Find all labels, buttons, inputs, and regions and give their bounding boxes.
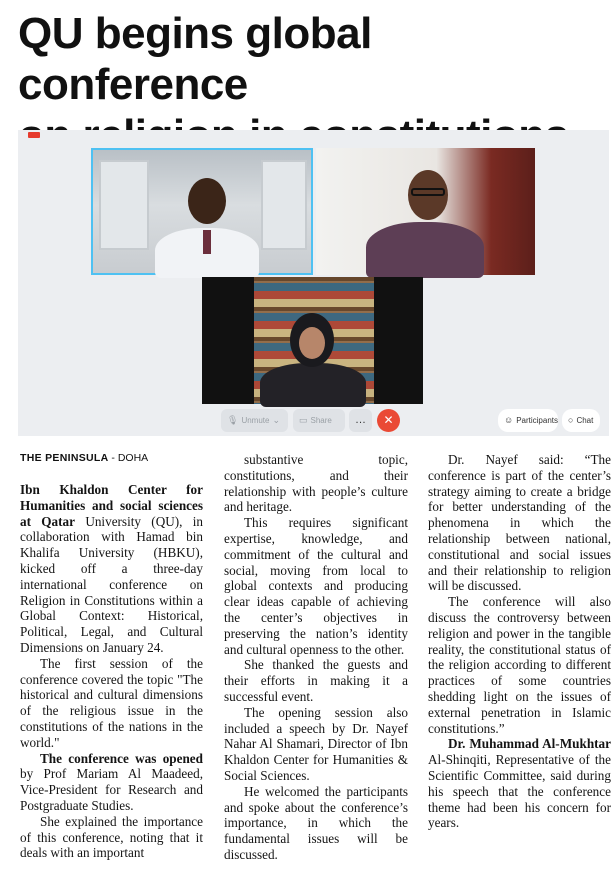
headline-line-1: QU begins global conference <box>18 9 372 109</box>
paragraph-text: This requires significant expertise, knowledge, and commitment of the cultural and social, moving from local to global contexts and producing clear ideas capable of achieving the center’s objectives in preserving the nation’s identity and cultural openness to the other. <box>224 515 408 657</box>
participant-face <box>299 327 325 359</box>
byline-source: THE PENINSULA <box>20 452 109 464</box>
live-badge <box>28 132 40 138</box>
paragraph-text: He welcomed the participants and spoke about the conference’s importance, in which the fundamental issues will be discussed. <box>224 783 408 862</box>
paragraph-text: by Prof Mariam Al Maadeed, Vice-President for Research and Postgraduate Studies. <box>20 766 203 813</box>
chat-label: Chat <box>576 416 594 425</box>
participant-body <box>260 363 366 407</box>
participant-glasses <box>411 188 445 196</box>
video-tile-ahmed-abushouk <box>91 148 313 275</box>
chat-button[interactable] <box>562 409 600 432</box>
paragraph-text: She thanked the guests and their efforts in making it a successful event. <box>224 657 408 704</box>
participants-button[interactable] <box>498 409 558 432</box>
participant-head <box>188 178 226 224</box>
article-column-3 <box>428 452 611 831</box>
paragraph-lead: Dr. Muhammad Al-Mukhtar <box>448 736 611 752</box>
participant-body <box>366 222 484 278</box>
article-paragraph <box>20 656 203 751</box>
chevron-down-icon[interactable]: ⌄ <box>272 415 280 425</box>
article-paragraph <box>20 814 203 861</box>
byline-separator: - <box>108 452 118 464</box>
paragraph-text: University (QU), in collaboration with Hamad bin Khalifa University (HBKU), kicked off a three-day international conference on Religion in Constitutions within a Global Context: Historical, Political, Legal, and Cultural Dimensions on January 24. <box>20 513 203 655</box>
more-icon: … <box>355 414 366 426</box>
article-paragraph <box>224 515 408 657</box>
paragraph-text: The conference will also discuss the controversy between religion and power in the tangible reality, the constitutional status of the religion according to different practices of some countries shedding light on the issues of external penetration in Islamic constitutions.” <box>428 594 611 736</box>
paragraph-lead: The conference was opened <box>40 750 203 766</box>
paragraph-lead: Ibn Khaldon Center for Humanities and social sciences at Qatar <box>20 482 203 529</box>
unmute-label: Unmute <box>241 416 270 425</box>
byline <box>20 452 148 464</box>
window-blind <box>261 160 307 250</box>
paragraph-text: The first session of the conference covered the topic "The historical and cultural dimensions of the religious issue in the constitutions of the nations in the world." <box>20 655 203 750</box>
end-call-button[interactable] <box>377 409 400 432</box>
article-paragraph <box>224 657 408 704</box>
share-button[interactable] <box>293 409 345 432</box>
close-icon: ✕ <box>383 413 394 427</box>
article-paragraph <box>224 784 408 863</box>
article-column-2 <box>224 452 408 863</box>
byline-city: DOHA <box>117 452 149 464</box>
article-paragraph <box>428 594 611 736</box>
paragraph-text: Al-Shinqiti, Representative of the Scientific Committee, said during his speech that the conference theme had been his concern for years. <box>428 752 611 831</box>
paragraph-text: Dr. Nayef said: “The conference is part of the center’s strategy aiming to create a bridge for better understanding of the phenomena in which the relationship between national, constitutional and social issues and their relationship to religion will be discussed. <box>428 452 611 594</box>
video-tile-participant-3 <box>202 277 423 404</box>
video-tile-participant-2 <box>316 148 535 275</box>
paragraph-text: She explained the importance of this conference, noting that it deals with an important <box>20 813 203 861</box>
article-paragraph <box>20 751 203 814</box>
share-label: Share <box>310 416 332 425</box>
paragraph-text: The opening session also included a speech by Dr. Nayef Nahar Al Shamari, Director of Ibn Khaldon Center for Humanities & Social Sciences. <box>224 704 408 783</box>
unmute-button[interactable] <box>221 409 288 432</box>
article-paragraph <box>20 482 203 656</box>
participants-label: Participants <box>516 416 558 425</box>
window-blind <box>99 160 149 250</box>
letterbox-left <box>202 277 254 404</box>
participant-tie <box>203 230 211 254</box>
article-paragraph <box>428 452 611 594</box>
share-screen-icon: ▭ <box>299 415 308 425</box>
letterbox-right <box>374 277 423 404</box>
person-icon: ☺ <box>504 415 514 425</box>
microphone-icon: 🎙︎ <box>227 415 239 425</box>
article-paragraph <box>224 705 408 784</box>
chat-bubble-icon: ○ <box>568 415 574 425</box>
more-options-button[interactable] <box>349 409 372 432</box>
article-paragraph <box>428 736 611 831</box>
video-call-screenshot <box>18 130 609 436</box>
article-paragraph <box>224 452 408 515</box>
call-toolbar <box>18 409 609 434</box>
article-column-1 <box>20 482 203 861</box>
paragraph-text: substantive topic, constitutions, and their relationship with people’s culture and heritage. <box>224 452 408 515</box>
